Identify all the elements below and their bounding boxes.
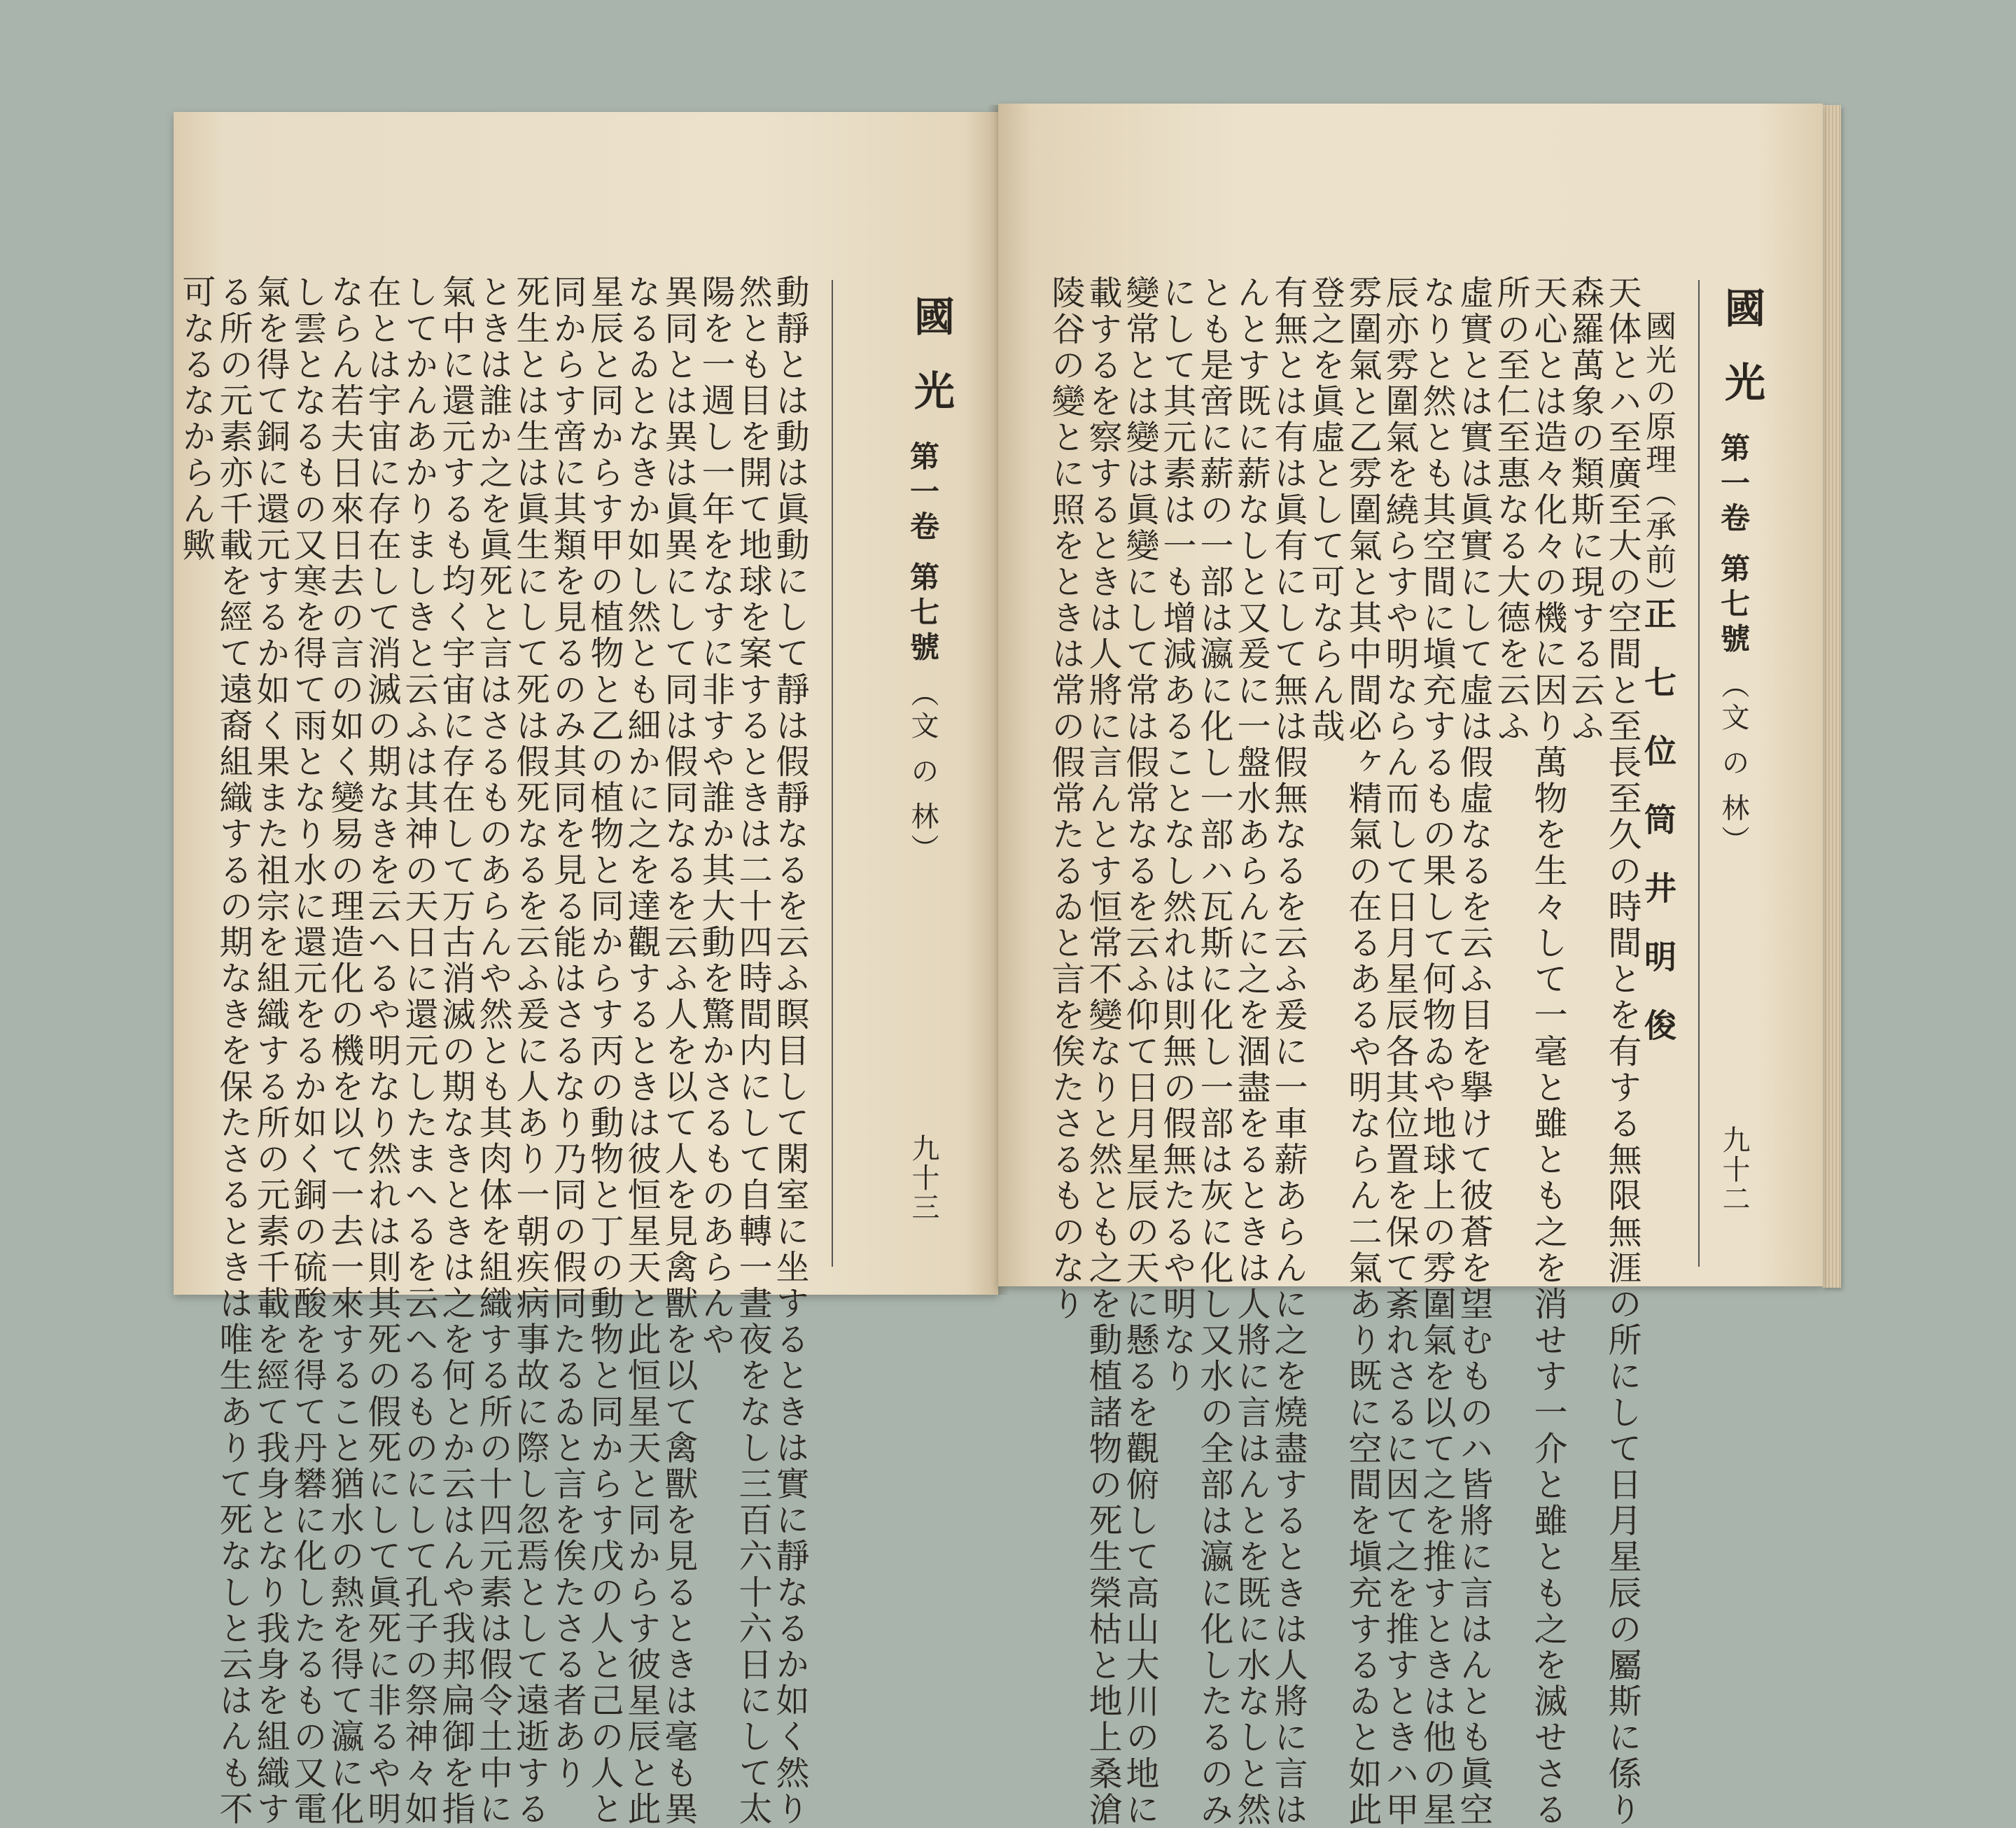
text-column: 載するを察するときは人將に言んとす恒常不變なりと然とも之を動植諸物の死生榮枯と地上桑滄 <box>1083 275 1122 1828</box>
text-column: なりと然とも其空間に塡充するもの果して何物ゐや地球上の雰圍氣を以て之を推すときは他の星 <box>1417 275 1456 1828</box>
text-column: 所の至仁至惠なる大德を云ふ <box>1491 275 1530 745</box>
text-column: し雲となるもの又寒を得て雨となり水に還元をるか如く銅の硫酸を得て丹礬に化したるもの又電 <box>288 274 327 1827</box>
text-column: 登之を眞虛として可ならん哉 <box>1306 275 1345 745</box>
body-text <box>174 274 832 1827</box>
text-column: 氣中に還元するも均く宇宙に存在して万古消滅の期なきときは之を何とか云はんや我邦扁御を指 <box>436 274 475 1827</box>
section-name: （文 の 林） <box>906 679 939 866</box>
text-column: んとす既に薪なしと又爰に一盤水あらんに之を涸盡をるときは人將に言はんとを既に水なしと然 <box>1231 275 1270 1828</box>
section-name: （文 の 林） <box>1717 670 1749 858</box>
text-column: 動靜とは動は眞動にして靜は假靜なるを云ふ瞑目して閑室に坐するときは實に靜なるか如く然り <box>770 274 809 1827</box>
text-column: 辰亦雰圍氣を繞らすや明ならん而して日月星辰各其位置を保て紊れさるに因て之を推すときハ甲 <box>1380 275 1419 1828</box>
text-column: 然とも目を開て地球を案するときは二十四時間内にして自轉一晝夜をなし三百六十六日にして太 <box>733 274 772 1827</box>
text-column: 天心とは造々化々の機に因り萬物を生々して一毫と雖とも之を消せす一介と雖とも之を滅せさる <box>1528 275 1567 1828</box>
text-column: 虛實とは實は眞實にして虛は假虛なるを云ふ目を擧けて彼蒼を望むものハ皆將に言はんとも眞空 <box>1454 275 1493 1828</box>
header-rule <box>1698 280 1700 1267</box>
text-column: 天体とハ至廣至大の空間と至長至久の時間とを有する無限無涯の所にして日月星辰の屬斯に係り <box>1602 275 1642 1828</box>
volume-number: 第一卷 第七號 <box>906 441 940 667</box>
text-column: してかんあかりましきと云ふは其神の天日に還元したまへるを云へるものにして孔子の祭神々如 <box>399 274 438 1827</box>
text-column: 在とは宇宙に存在して消滅の期なきを云へるや明なり然れは則其死の假死にして眞死に非るや明 <box>362 274 401 1827</box>
right-page <box>998 104 1823 1828</box>
text-column: 陵谷の變とに照をときは常の假常たるゐと言を俟たさるものなり <box>1046 275 1085 1323</box>
page-edges <box>1823 105 1841 1288</box>
text-column: る所の元素亦千載を經て遠裔組織するの期なきを保たさるときは唯生ありて死なしと云はんも不 <box>214 274 253 1827</box>
left-page <box>174 112 998 1827</box>
text-column: 森羅萬象の類斯に現する云ふ <box>1565 275 1604 745</box>
text-column: 同からす啻に其類を見るのみ其同を見る能はさるなり乃同の假同たるゐと言を俟たさる者あり <box>547 274 587 1792</box>
text-column: 變常とは變は眞變にして常は假常なるを云ふ仰て日月星辰の天に懸るを觀俯して高山大川の地に <box>1120 275 1159 1828</box>
author-name: 正 七 位 筒 井 明 俊 <box>1639 597 1677 1054</box>
text-column: 氣を得て銅に還元するか如く果また祖宗を組織する所の元素千載を經て我身となり我身を組織す <box>251 274 290 1827</box>
text-column: ならん若夫日來日去の言の如く變易の理造化の機を以て一去一來すること猶水の熱を得て瀛に化 <box>325 274 364 1827</box>
page-number: 九十二 <box>1718 1125 1750 1214</box>
running-title: 國 光 <box>907 295 955 421</box>
text-column: 可なるなからん歟 <box>176 274 216 563</box>
text-column: 雰圍氣と乙雰圍氣と其中間必ヶ精氣の在るあるや明ならん二氣あり既に空間を塡充するゐと如此 <box>1343 275 1382 1828</box>
text-column: 星辰と同からす甲の植物と乙の植物と同からす丙の動物と丁の動物と同からす戊の人と己の人と <box>584 274 624 1827</box>
page-number: 九十三 <box>907 1134 939 1222</box>
text-column: 異同とは異は眞異にして同は假同なるを云ふ人を以て人を見禽獸を以て禽獸を見るときは毫も異 <box>659 274 698 1827</box>
volume-number: 第一卷 第七號 <box>1716 433 1751 659</box>
article-title: 國光の原理（承前） <box>1640 310 1676 610</box>
text-column: にして其元素は一も增減あることなし然れは則無の假無たるや明なり <box>1157 275 1196 1395</box>
text-column: 死生とは生は眞生にして死は假死なるを云ふ爰に人あり一朝疾病事故に際し忽焉として遠逝する <box>510 274 550 1827</box>
text-column: なるゐとなきか如し然とも細かに之を達觀するときは彼恒星天と此恒星天と同からす彼星辰と此 <box>622 274 661 1827</box>
text-column: 陽を一週し一年をなすに非すや誰か其大動を驚かさるものあらんや <box>696 274 735 1358</box>
running-title: 國 光 <box>1718 287 1765 412</box>
text-column: とも是啻に薪の一部は瀛に化し一部ハ瓦斯に化し一部は灰に化し又水の全部は瀛に化したるのみ <box>1194 275 1233 1828</box>
header-rule <box>832 280 833 1267</box>
body-text <box>1026 275 1698 1828</box>
text-column: 有無とは有は眞有にして無は假無なるを云ふ爰に一車薪あらんに之を燒盡するときは人將に言は <box>1268 275 1308 1828</box>
text-column: ときは誰か之を眞死と言はさるものあらんや然とも其肉体を組織する所の十四元素は假令土中に <box>473 274 512 1827</box>
